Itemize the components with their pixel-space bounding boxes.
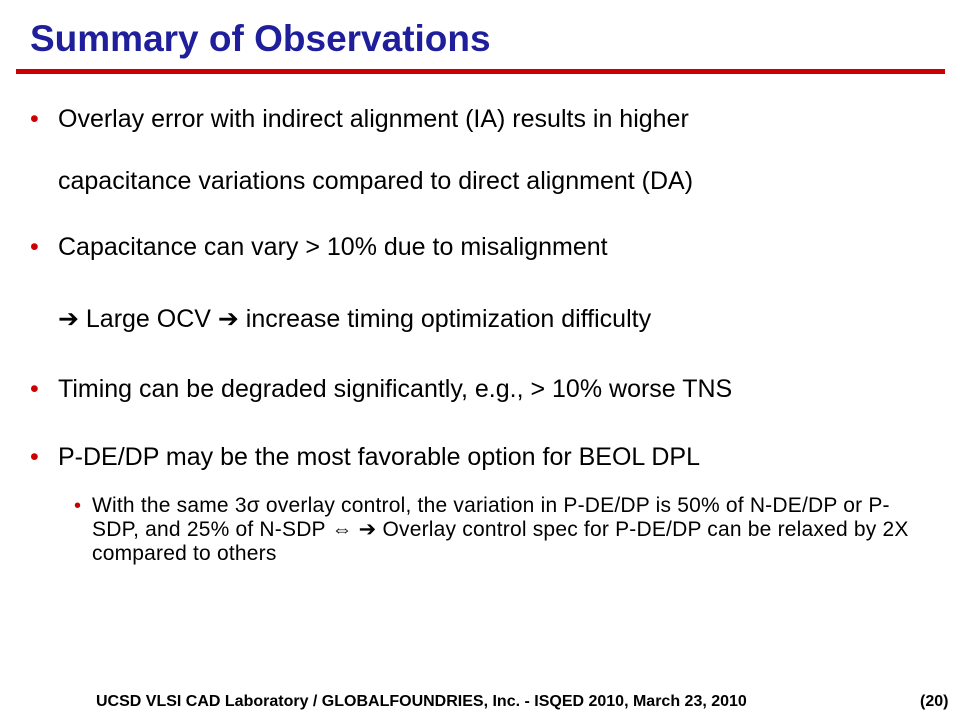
- title-divider: [16, 69, 945, 74]
- bullet-marker: •: [30, 233, 39, 261]
- bullet-marker: •: [30, 443, 39, 471]
- sub-bullet-marker: •: [74, 495, 82, 517]
- bullet-marker: •: [30, 105, 39, 133]
- page-number: (20): [920, 693, 949, 710]
- bullet-text: Timing can be degraded significantly, e.g., > 10% worse TNS: [58, 375, 733, 403]
- bullet-text: P-DE/DP may be the most favorable option for BEOL DPL: [58, 443, 700, 471]
- bullet-text: capacitance variations compared to direct alignment (DA): [58, 167, 694, 195]
- bullet-text: Capacitance can vary > 10% due to misalignment: [58, 233, 608, 261]
- sub-bullet-text: With the same 3σ overlay control, the variation in P-DE/DP is 50% of N-DE/DP or P-SDP, and 25% of N-SDP ⇔ ➔ Overlay control spec for P-DE/DP can be relaxed by 2X compared to others: [92, 494, 909, 565]
- slide-title: Summary of Observations: [30, 18, 491, 59]
- footer-text: UCSD VLSI CAD Laboratory / GLOBALFOUNDRIES, Inc. - ISQED 2010, March 23, 2010: [96, 693, 747, 710]
- bullet-marker: •: [30, 375, 39, 403]
- bullet-text: ➔ Large OCV ➔ increase timing optimization difficulty: [58, 305, 652, 333]
- bullet-text: Overlay error with indirect alignment (IA) results in higher: [58, 105, 689, 133]
